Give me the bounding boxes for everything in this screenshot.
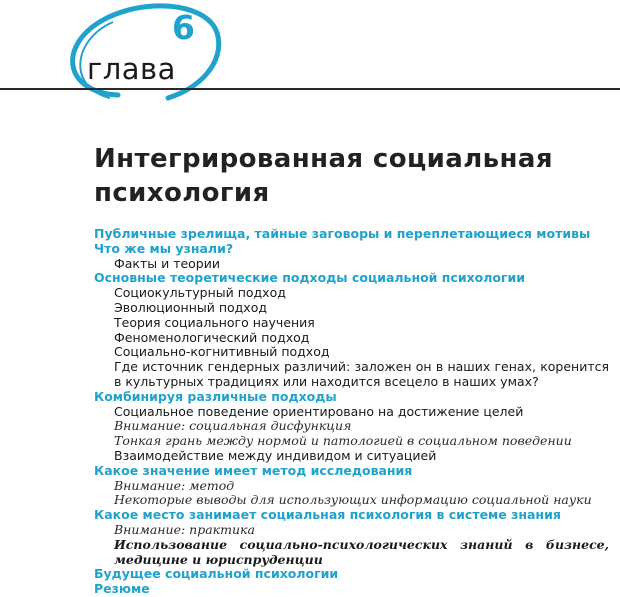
chapter-title-line: психология: [94, 178, 270, 208]
toc-subsection[interactable]: Факты и теории: [114, 255, 220, 271]
header-rule: [0, 88, 620, 90]
toc-subsection[interactable]: Эволюционный подход: [114, 299, 267, 315]
toc-subsection[interactable]: Социокультурный подход: [114, 285, 286, 301]
toc-subsection[interactable]: Где источник гендерных различий: заложен он в наших генах, коренится в культурных традициях или находится всецело в наших умах?: [114, 359, 609, 389]
toc-note[interactable]: Тонкая грань между нормой и патологией в социальном поведении: [114, 433, 572, 449]
table-of-contents: [94, 227, 609, 597]
toc-section[interactable]: Резюме: [94, 581, 150, 597]
toc-section[interactable]: Комбинируя различные подходы: [94, 388, 337, 404]
toc-note[interactable]: Внимание: метод: [114, 477, 235, 493]
chapter-title: [94, 142, 604, 210]
toc-note[interactable]: Внимание: социальная дисфункция: [114, 418, 352, 434]
toc-subsection[interactable]: Теория социального научения: [114, 314, 315, 330]
toc-section[interactable]: Основные теоретические подходы социальной психологии: [94, 270, 526, 286]
toc-subsection[interactable]: Феноменологический подход: [114, 329, 310, 345]
toc-subsection[interactable]: Социальное поведение ориентировано на достижение целей: [114, 403, 524, 419]
toc-section[interactable]: Какое значение имеет метод исследования: [94, 462, 413, 478]
toc-section[interactable]: Какое место занимает социальная психология в системе знания: [94, 507, 561, 523]
toc-subsection[interactable]: Взаимодействие между индивидом и ситуацией: [114, 447, 437, 463]
toc-subsection[interactable]: Социально-когнитивный подход: [114, 344, 330, 360]
toc-section[interactable]: Будущее социальной психологии: [94, 566, 339, 582]
chapter-title-line: Интегрированная социальная: [94, 144, 553, 174]
toc-note[interactable]: Внимание: практика: [114, 521, 255, 537]
chapter-number: 6: [172, 8, 195, 47]
toc-section[interactable]: Что же мы узнали?: [94, 240, 234, 256]
toc-note[interactable]: Некоторые выводы для использующих информацию социальной науки: [114, 492, 592, 508]
toc-section[interactable]: Публичные зрелища, тайные заговоры и переплетающиеся мотивы: [94, 226, 591, 241]
toc-note[interactable]: Использование социально-психологических знаний в бизнесе, медицине и юриспруденции: [114, 536, 609, 567]
chapter-label: глава: [87, 52, 176, 86]
